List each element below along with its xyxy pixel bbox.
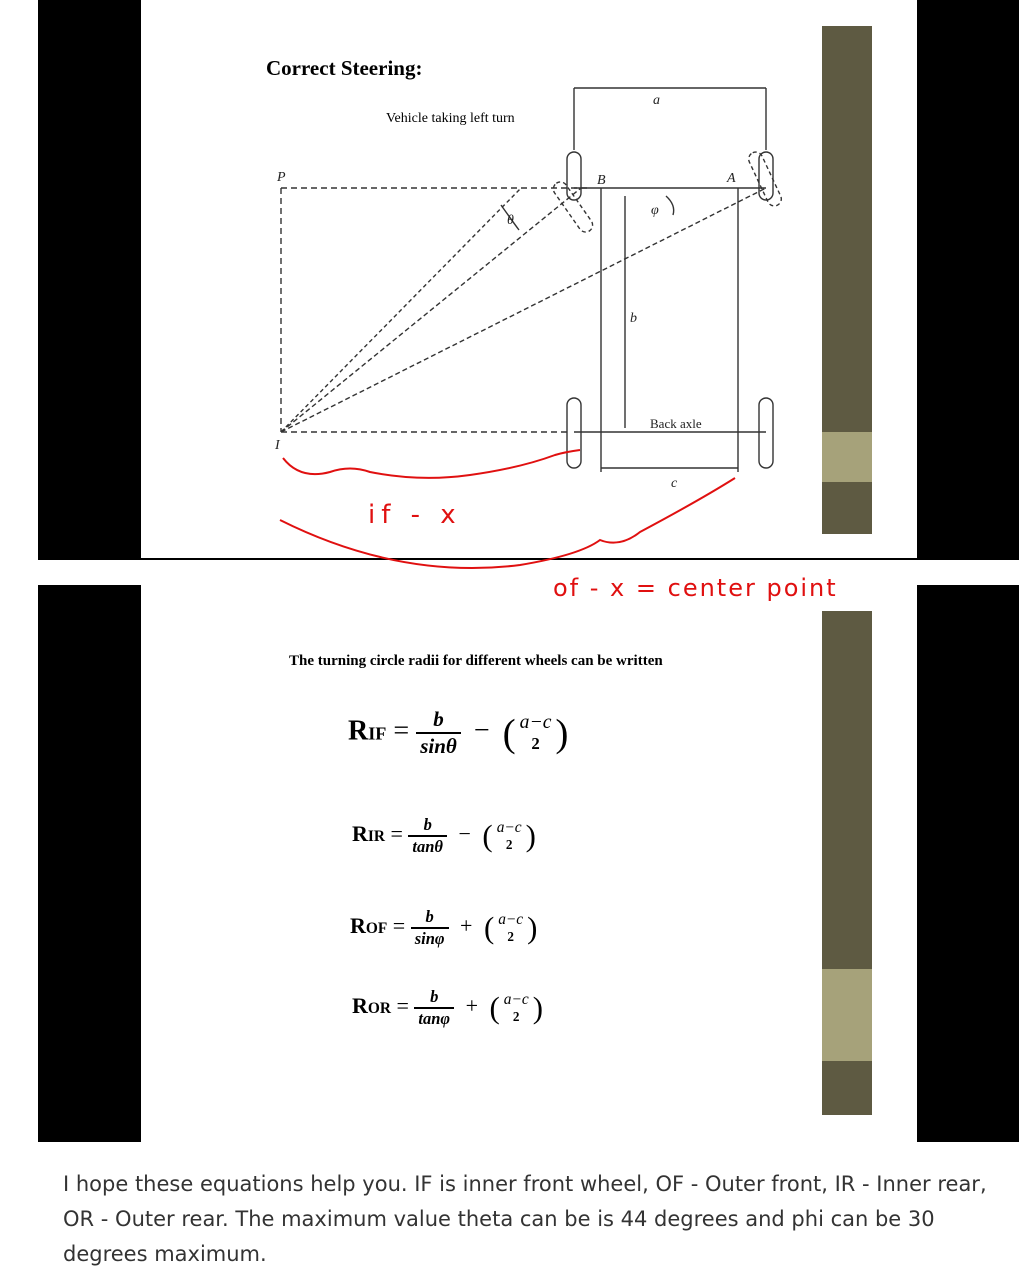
formula-ror-eq: = [396,993,409,1019]
formula-rof-eq: = [392,913,406,939]
annotation-if-x: if - x [368,500,462,530]
formula-rif-op: − [473,715,490,747]
formula-rir-sub: IR [367,828,385,846]
label-b: B [597,173,606,188]
label-theta: θ [507,213,514,228]
formula-ror-pden: 2 [512,1009,520,1024]
handwritten-annotations [0,0,1019,620]
formula-ror-pnum: a−c [503,991,529,1008]
formula-rir-eq: = [390,821,403,847]
formula-ror-sub: OR [367,1000,391,1018]
formula-rir-pden: 2 [505,837,513,852]
formula-rif-pnum: a−c [519,712,552,733]
formula-rof-lhs: R [350,913,366,939]
label-a-dim: a [653,93,660,108]
formula-rir: RIR = $\frac{b}{\tan\theta}$ − ( a−c 2 ) [352,815,536,856]
annotation-of-x: of - x = center point [553,574,838,602]
formula-rif-num: b [416,707,461,734]
formula-rif: RIF = $\frac{b}{\sin\theta}$ − ( a−c 2 ) [348,707,569,758]
slide-title: Correct Steering: [266,56,423,80]
bottom-slide-content [141,585,917,1142]
formula-rif-pden: 2 [531,734,540,753]
formula-ror-op: + [465,993,478,1019]
label-a-point: A [727,171,736,186]
formulas-heading: The turning circle radii for different wheels can be written [289,653,663,669]
bottom-slide-image [38,585,1019,1142]
formula-rof-pden: 2 [507,929,514,944]
formula-rof: ROF = $\frac{b}{\sin\varphi}$ + ( a−c 2 ) [350,907,538,948]
formula-rif-den: sinθ [420,734,457,758]
formula-ror-den: tanφ [418,1009,451,1028]
formula-rof-op: + [460,913,473,939]
formula-rir-pnum: a−c [496,819,522,836]
label-i: I [275,438,280,453]
formula-rir-num: b [408,815,447,837]
formula-rir-den: tanθ [412,837,443,856]
formula-rof-sub: OF [365,920,388,938]
label-p: P [277,170,286,185]
label-back-axle: Back axle [650,416,702,431]
label-b-dim: b [630,311,637,326]
label-c-dim: c [671,476,678,491]
formula-ror-lhs: R [352,993,368,1019]
formula-rir-lhs: R [352,821,368,847]
formula-ror-num: b [414,987,454,1009]
formula-rof-den: sinφ [414,929,445,948]
slide2-accent-bar [822,611,872,969]
formula-rif-eq: = [393,715,410,747]
formula-rif-lhs: R [348,715,369,747]
formula-rof-num: b [411,907,449,929]
answer-text: I hope these equations help you. IF is inner front wheel, OF - Outer front, IR - Inner rear, OR - Outer rear. The maximum value theta can be is 44 degrees and phi can be 30 degrees maximum. [63,1172,987,1266]
label-phi: φ [651,203,659,218]
formula-ror: ROR = $\frac{b}{\tan\varphi}$ + ( a−c 2 ) [352,987,543,1028]
diagram-subtitle: Vehicle taking left turn [386,111,515,126]
slide2-accent-bar-bottom [822,1061,872,1115]
slide2-accent-bar-light [822,969,872,1061]
formula-rir-op: − [458,821,471,847]
formula-rof-pnum: a−c [498,911,524,928]
formula-rif-sub: IF [368,723,387,744]
